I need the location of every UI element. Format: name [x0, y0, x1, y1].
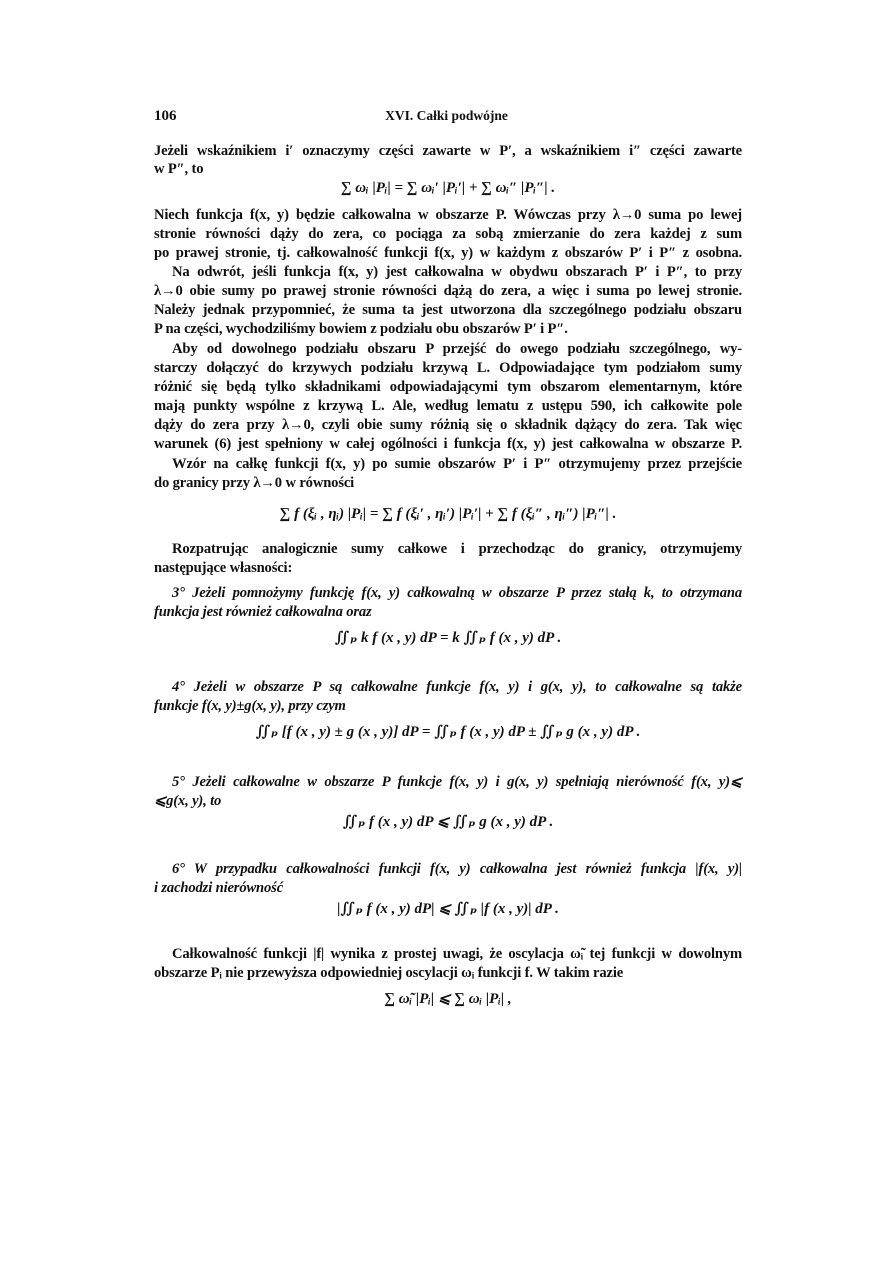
- equation-7: ∑ ω̃ᵢ |Pᵢ| ⩽ ∑ ωᵢ |Pᵢ| ,: [384, 991, 512, 1007]
- text-line: dąży do zera przy λ→0, czyli obie sumy różnią się o składnik dążący do zera. Tak więc: [154, 417, 742, 433]
- text-line: różnić się będą tylko składnikami odpowiadającymi tym obszarom elementarnym, które: [154, 379, 742, 395]
- text-line: do granicy przy λ→0 w równości: [154, 475, 355, 491]
- text-line: 5° Jeżeli całkowalne w obszarze P funkcje f(x, y) i g(x, y) spełniają nierówność f(x, y)⩽: [172, 774, 742, 790]
- equation-4: ∬ₚ [f (x , y) ± g (x , y)] dP = ∬ₚ f (x , y) dP ± ∬ₚ g (x , y) dP .: [255, 724, 641, 740]
- text-line: Aby od dowolnego podziału obszaru P przejść do owego podziału szczególnego, wy-: [172, 341, 742, 357]
- equation-6: |∬ₚ f (x , y) dP| ⩽ ∬ₚ |f (x , y)| dP .: [337, 901, 559, 917]
- text-line: Wzór na całkę funkcji f(x, y) po sumie obszarów P′ i P″ otrzymujemy przez przejście: [172, 456, 742, 472]
- text-line: następujące własności:: [154, 560, 293, 576]
- equation-2: ∑ f (ξᵢ , ηᵢ) |Pᵢ| = ∑ f (ξᵢ′ , ηᵢ′) |Pᵢ′| + ∑ f (ξᵢ″ , ηᵢ″) |Pᵢ″| .: [279, 506, 617, 522]
- text-line: Na odwrót, jeśli funkcja f(x, y) jest całkowalna w obydwu obszarach P′ i P″, to przy: [172, 264, 742, 280]
- text-line: Niech funkcja f(x, y) będzie całkowalna w obszarze P. Wówczas przy λ→0 suma po lewej: [154, 207, 742, 223]
- text-line: stronie równości dąży do zera, co pociąga za sobą zmierzanie do zera każdej z sum: [154, 226, 742, 242]
- equation-1: ∑ ωᵢ |Pᵢ| = ∑ ωᵢ′ |Pᵢ′| + ∑ ωᵢ″ |Pᵢ″| .: [340, 180, 556, 196]
- text-line: mają punkty wspólne z krzywą L. Ale, według lematu z ustępu 590, ich całkowite pole: [154, 398, 742, 414]
- text-line: Całkowalność funkcji |f| wynika z prostej uwagi, że oscylacja ω̃ᵢ tej funkcji w dowolnym: [172, 946, 742, 962]
- text-line: P na części, wychodziliśmy bowiem z podziału obu obszarów P′ i P″.: [154, 321, 568, 337]
- text-line: po prawej stronie, tj. całkowalność funkcji f(x, y) w każdym z obszarów P′ i P″ z osobna.: [154, 245, 742, 261]
- text-line: funkcja jest również całkowalna oraz: [154, 604, 372, 620]
- text-line: warunek (6) jest spełniony w całej ogólności i funkcja f(x, y) jest całkowalna w obszarze P.: [154, 436, 742, 452]
- text-line: obszarze Pᵢ nie przewyższa odpowiedniej oscylacji ωᵢ funkcji f. W takim razie: [154, 965, 624, 981]
- text-line: ⩽g(x, y), to: [154, 793, 222, 809]
- text-line: w P″, to: [154, 161, 204, 177]
- equation-3: ∬ₚ k f (x , y) dP = k ∬ₚ f (x , y) dP .: [334, 630, 562, 646]
- text-line: funkcje f(x, y)±g(x, y), przy czym: [154, 698, 346, 714]
- text-line: Rozpatrując analogicznie sumy całkowe i przechodząc do granicy, otrzymujemy: [172, 541, 742, 557]
- text-line: i zachodzi nierówność: [154, 880, 284, 896]
- text-line: λ→0 obie sumy po prawej stronie równości dążą do zera, a więc i suma po lewej stronie.: [154, 283, 742, 299]
- text-line: Jeżeli wskaźnikiem i′ oznaczymy części zawarte w P′, a wskaźnikiem i″ części zawarte: [154, 143, 742, 159]
- equation-5: ∬ₚ f (x , y) dP ⩽ ∬ₚ g (x , y) dP .: [342, 814, 554, 830]
- text-line: 4° Jeżeli w obszarze P są całkowalne funkcje f(x, y) i g(x, y), to całkowalne są także: [172, 679, 742, 695]
- text-line: 6° W przypadku całkowalności funkcji f(x, y) całkowalna jest również funkcja |f(x, y)|: [172, 861, 742, 877]
- page-number: 106: [154, 108, 177, 124]
- chapter-title: XVI. Całki podwójne: [385, 108, 508, 123]
- text-line: starczy dołączyć do krzywych podziału krzywą L. Odpowiadające tym podziałom sumy: [154, 360, 742, 376]
- text-line: Należy jednak przypomnieć, że suma ta jest utworzona dla szczególnego podziału obszaru: [154, 302, 742, 318]
- text-line: 3° Jeżeli pomnożymy funkcję f(x, y) całkowalną w obszarze P przez stałą k, to otrzymana: [172, 585, 742, 601]
